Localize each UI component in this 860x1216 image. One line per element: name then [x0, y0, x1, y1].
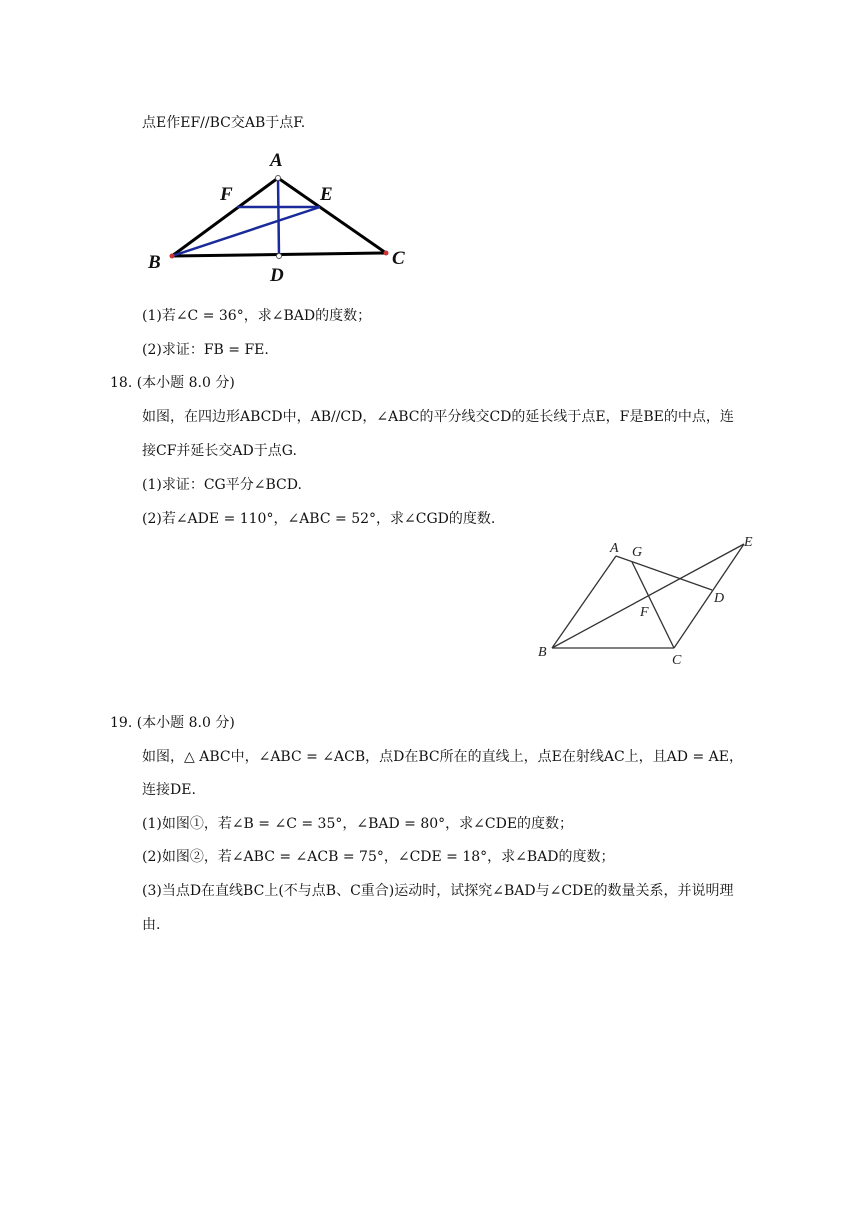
side-ab	[552, 556, 616, 648]
label-d: D	[270, 265, 284, 286]
label-e: E	[744, 535, 753, 550]
label-c: C	[672, 653, 682, 668]
q19-points: (本小题 8.0 分)	[136, 715, 235, 731]
q18-part1: (1)求证：CG平分∠BCD.	[142, 477, 302, 493]
q18-points: (本小题 8.0 分)	[136, 375, 235, 391]
q18-quadrilateral-figure	[534, 532, 774, 672]
q18-stem-line2: 接CF并延长交AD于点G.	[142, 443, 297, 459]
q19-part1: (1)如图①，若∠B = ∠C = 35°，∠BAD = 80°，求∠CDE的度数；	[142, 816, 574, 832]
label-a: A	[610, 541, 619, 556]
side-ce	[674, 544, 744, 648]
label-c: C	[392, 248, 405, 269]
q19-stem-line2: 连接DE.	[142, 782, 196, 798]
label-e: E	[320, 184, 333, 205]
label-b: B	[148, 252, 161, 273]
label-b: B	[538, 645, 547, 660]
q17-part2: (2)求证：FB = FE.	[142, 342, 269, 358]
segment-ad	[278, 178, 279, 256]
side-ad	[616, 556, 712, 590]
q19-part2: (2)如图②，若∠ABC = ∠ACB = 75°，∠CDE = 18°，求∠BAD的度数；	[142, 849, 615, 865]
q18-stem-line1: 如图，在四边形ABCD中，AB//CD，∠ABC的平分线交CD的延长线于点E，F是BE的中点，连	[142, 409, 734, 425]
q19-header	[110, 712, 235, 732]
q19-part3-line2: 由.	[142, 917, 161, 933]
q18-part2: (2)若∠ADE = 110°，∠ABC = 52°，求∠CGD的度数.	[142, 511, 496, 527]
segment-be	[172, 207, 320, 256]
label-d: D	[714, 591, 725, 606]
q17-part1: (1)若∠C = 36°，求∠BAD的度数；	[142, 308, 372, 324]
q17-triangle-figure	[140, 148, 420, 288]
label-f: F	[640, 605, 649, 620]
q19-number: 19.	[110, 715, 133, 731]
label-g: G	[632, 545, 643, 560]
q19-stem-line1: 如图，△ ABC中，∠ABC = ∠ACB，点D在BC所在的直线上，点E在射线AC上，且AD = AE，	[142, 749, 743, 765]
q17-intro-tail: 点E作EF//BC交AB于点F.	[142, 115, 306, 131]
q18-header	[110, 372, 235, 392]
q18-number: 18.	[110, 375, 133, 391]
label-f: F	[220, 184, 233, 205]
label-a: A	[270, 150, 283, 171]
q19-part3-line1: (3)当点D在直线BC上(不与点B、C重合)运动时，试探究∠BAD与∠CDE的数量关系，并说明理	[142, 883, 734, 899]
